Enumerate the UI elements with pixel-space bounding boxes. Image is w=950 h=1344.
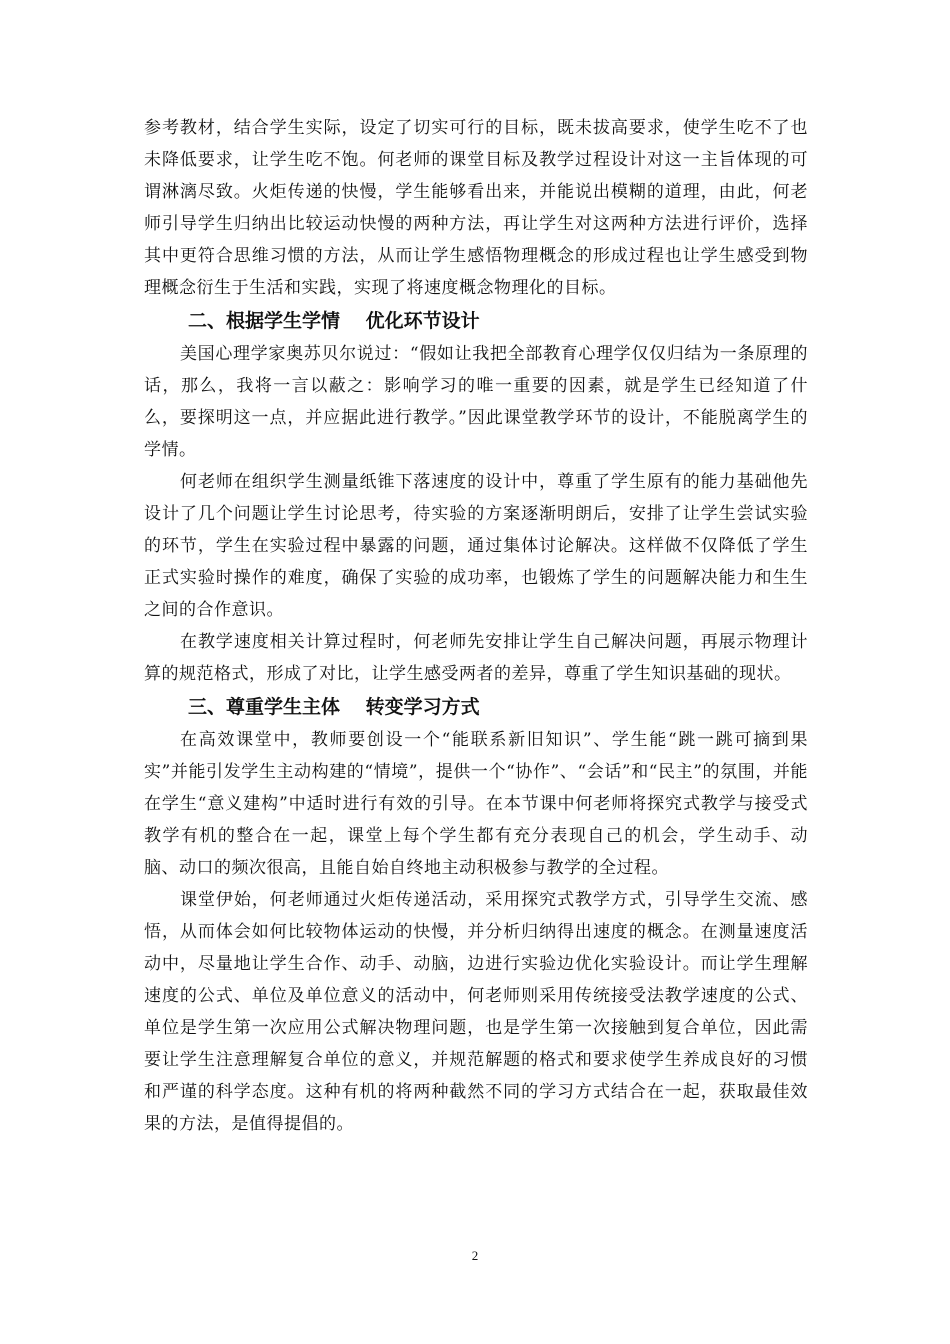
section-heading-2: 二、根据学生学情 优化环节设计 [188, 310, 480, 332]
document-body [144, 112, 808, 1140]
page-number: 2 [471, 1248, 479, 1263]
body-paragraph: 课堂伊始，何老师通过火炬传递活动，采用探究式教学方式，引导学生交流、感悟，从而体会如何比较物体运动的快慢，并分析归纳得出速度的概念。在测量速度活动中，尽量地让学生合作、动手、动脑，边进行实验边优化实验设计。而让学生理解速度的公式、单位及单位意义的活动中，何老师则采用传统接受法教学速度的公式、单位是学生第一次应用公式解决物理问题，也是学生第一次接触到复合单位，因此需要让学生注意理解复合单位的意义，并规范解题的格式和要求使学生养成良好的习惯和严谨的科学态度。这种有机的将两种截然不同的学习方式结合在一起，获取最佳效果的方法，是值得提倡的。 [144, 890, 808, 1134]
body-paragraph: 参考教材，结合学生实际，设定了切实可行的目标，既未拔高要求，使学生吃不了也未降低要求，让学生吃不饱。何老师的课堂目标及教学过程设计对这一主旨体现的可谓淋漓尽致。火炬传递的快慢，学生能够看出来，并能说出模糊的道理，由此，何老师引导学生归纳出比较运动快慢的两种方法，再让学生对这两种方法进行评价，选择其中更符合思维习惯的方法，从而让学生感悟物理概念的形成过程也让学生感受到物理概念衍生于生活和实践，实现了将速度概念物理化的目标。 [144, 118, 808, 298]
body-paragraph: 在高效课堂中，教师要创设一个“能联系新旧知识”、学生能“跳一跳可摘到果实”并能引发学生主动构建的“情境”，提供一个“协作”、“会话”和“民主”的氛围，并能在学生“意义建构”中适时进行有效的引导。在本节课中何老师将探究式教学与接受式教学有机的整合在一起，课堂上每个学生都有充分表现自己的机会，学生动手、动脑、动口的频次很高，且能自始自终地主动积极参与教学的全过程。 [144, 730, 808, 878]
body-paragraph: 美国心理学家奥苏贝尔说过：“假如让我把全部教育心理学仅仅归结为一条原理的话，那么，我将一言以蔽之：影响学习的唯一重要的因素，就是学生已经知道了什么，要探明这一点，并应据此进行教学。”因此课堂教学环节的设计，不能脱离学生的学情。 [144, 344, 808, 460]
body-paragraph: 在教学速度相关计算过程时，何老师先安排让学生自己解决问题，再展示物理计算的规范格式，形成了对比，让学生感受两者的差异，尊重了学生知识基础的现状。 [144, 632, 808, 684]
body-paragraph: 何老师在组织学生测量纸锥下落速度的设计中，尊重了学生原有的能力基础他先设计了几个问题让学生讨论思考，待实验的方案逐渐明朗后，安排了让学生尝试实验的环节，学生在实验过程中暴露的问题，通过集体讨论解决。这样做不仅降低了学生正式实验时操作的难度，确保了实验的成功率，也锻炼了学生的问题解决能力和生生之间的合作意识。 [144, 472, 808, 620]
section-heading-3: 三、尊重学生主体 转变学习方式 [188, 696, 480, 718]
